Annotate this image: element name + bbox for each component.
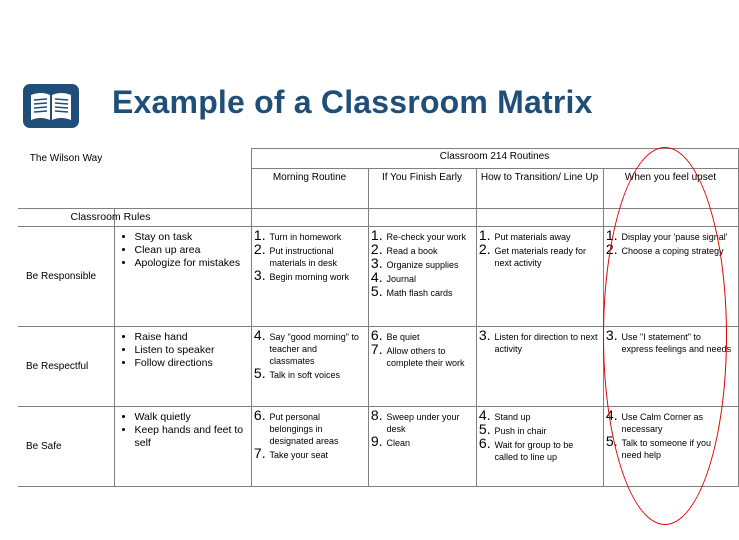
- routine-cell: [368, 227, 476, 327]
- routine-item: 6. Wait for group to be called to line up: [495, 437, 599, 463]
- routine-cell: [476, 407, 603, 487]
- routine-item: 3. Listen for direction to next activity: [495, 329, 599, 355]
- routine-item: 1. Re-check your work: [387, 229, 472, 243]
- routine-item: 9. Clean: [387, 435, 472, 449]
- routine-item: 5. Talk to someone if you need help: [622, 435, 734, 461]
- routine-item: 3. Use "I statement" to express feelings and needs: [622, 329, 734, 355]
- rule-name: Be Safe: [18, 407, 114, 487]
- routine-item: 5. Talk in soft voices: [270, 367, 364, 381]
- routine-item: 5. Push in chair: [495, 423, 599, 437]
- expectation-item: • Listen to speaker: [135, 344, 251, 357]
- routine-item: 2. Choose a coping strategy: [622, 243, 734, 257]
- routine-item: 3. Begin morning work: [270, 269, 364, 283]
- routine-item: 7. Take your seat: [270, 447, 364, 461]
- routine-cell: [251, 327, 368, 407]
- routine-item: 4. Journal: [387, 271, 472, 285]
- expectation-item: • Stay on task: [135, 231, 251, 244]
- routine-cell: [476, 327, 603, 407]
- routine-item: 4. Stand up: [495, 409, 599, 423]
- column-header: When you feel upset: [603, 169, 738, 209]
- column-header: If You Finish Early: [368, 169, 476, 209]
- expectation-item: • Apologize for mistakes: [135, 257, 251, 270]
- routine-item: 7. Allow others to complete their work: [387, 343, 472, 369]
- routine-item: 5. Math flash cards: [387, 285, 472, 299]
- classroom-label: Classroom 214 Routines: [251, 149, 738, 169]
- routine-item: 4. Say "good morning" to teacher and classmates: [270, 329, 364, 367]
- routine-item: 6. Put personal belongings in designated areas: [270, 409, 364, 447]
- routine-item: 6. Be quiet: [387, 329, 472, 343]
- page-title: Example of a Classroom Matrix: [112, 84, 593, 120]
- column-header: How to Transition/ Line Up: [476, 169, 603, 209]
- expectation-item: • Raise hand: [135, 331, 251, 344]
- expectation-item: • Walk quietly: [135, 411, 251, 424]
- rule-expectations: [114, 327, 251, 407]
- routine-item: 4. Use Calm Corner as necessary: [622, 409, 734, 435]
- column-header: Morning Routine: [251, 169, 368, 209]
- rules-label: Classroom Rules: [114, 209, 251, 227]
- routine-item: 2. Put instructional materials in desk: [270, 243, 364, 269]
- rule-expectations: [114, 227, 251, 327]
- school-name: The Wilson Way: [18, 149, 251, 209]
- routine-item: 1. Put materials away: [495, 229, 599, 243]
- routine-item: 2. Get materials ready for next activity: [495, 243, 599, 269]
- routine-item: 1. Turn in homework: [270, 229, 364, 243]
- highlight-ellipse: [603, 147, 727, 525]
- expectation-item: • Clean up area: [135, 244, 251, 257]
- rule-expectations: [114, 407, 251, 487]
- routine-item: 8. Sweep under your desk: [387, 409, 472, 435]
- book-icon: [23, 84, 79, 128]
- expectation-item: • Keep hands and feet to self: [135, 424, 251, 450]
- routine-cell: [368, 407, 476, 487]
- routine-item: 2. Read a book: [387, 243, 472, 257]
- routine-cell: [368, 327, 476, 407]
- rule-name: Be Responsible: [18, 227, 114, 327]
- routine-item: 1. Display your 'pause signal': [622, 229, 734, 243]
- routine-cell: [476, 227, 603, 327]
- expectation-item: • Follow directions: [135, 357, 251, 370]
- routine-cell: [251, 227, 368, 327]
- rule-name: Be Respectful: [18, 327, 114, 407]
- routine-item: 3. Organize supplies: [387, 257, 472, 271]
- routine-cell: [251, 407, 368, 487]
